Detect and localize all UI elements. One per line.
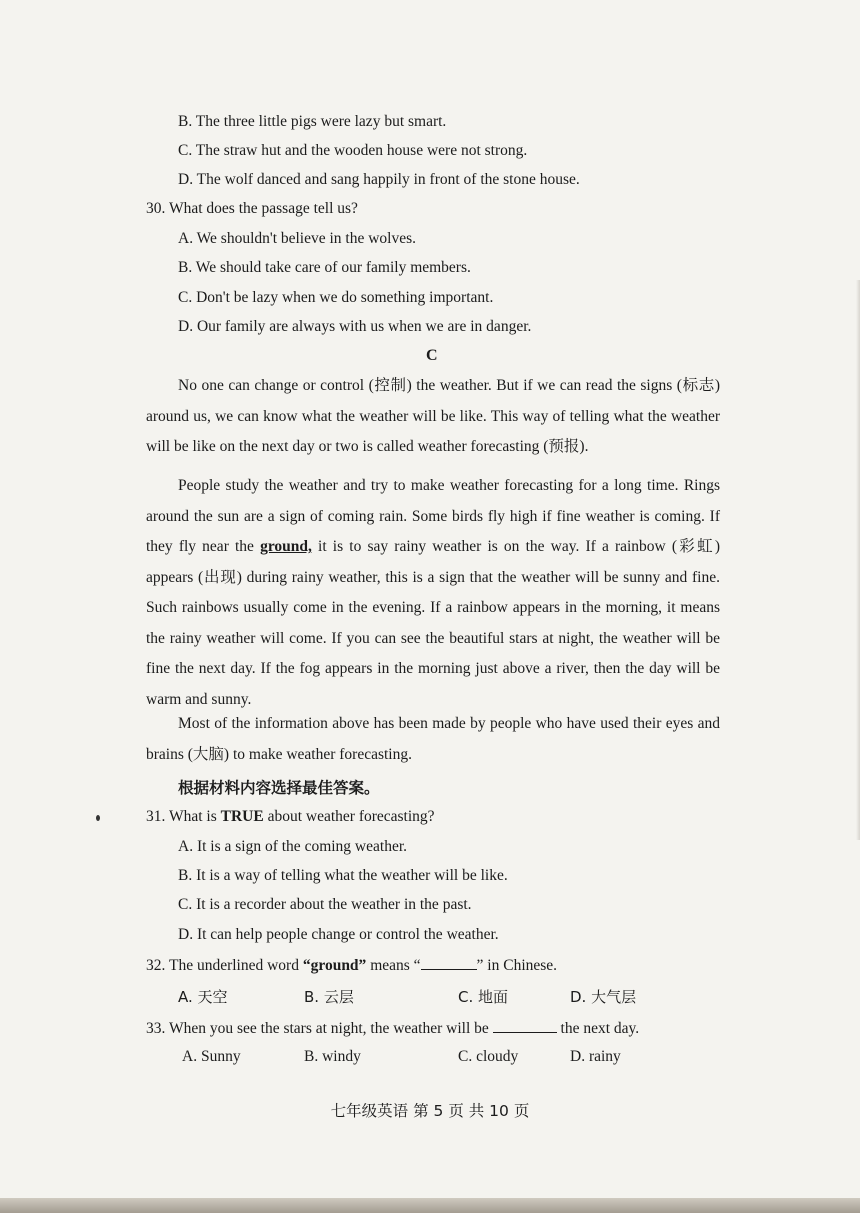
q32-answer-blank[interactable] bbox=[421, 955, 477, 970]
para2-text-before: People study the weather and try to make weather forecasting for a long time. Rings around the sun are a sign of coming rain. Some birds fly high if fine weather is coming. If they fly near the bbox=[146, 477, 720, 555]
scan-speck bbox=[96, 815, 100, 821]
para2-text-after: it is to say rainy weather is on the way. If a rainbow (彩虹) appears (出现) during rainy weather, this is a sign that the weather will be sunny and fine. Such rainbows usually come in the evening. If a rainbow appears in the morning, it means the rainy weather will come. If you can see the beautiful stars at night, the weather will be fine the next day. If the fog appears in the morning just above a river, then the day will be warm and sunny. bbox=[146, 538, 721, 708]
passage-paragraph-3 bbox=[146, 709, 720, 770]
q33-option-c: C. cloudy bbox=[458, 1048, 519, 1065]
q33-option-b: B. windy bbox=[304, 1048, 361, 1065]
q32-option-b: B. 云层 bbox=[304, 988, 354, 1006]
q29-option-b: B. The three little pigs were lazy but smart. bbox=[178, 113, 447, 130]
q32-stem-mid: means “ bbox=[366, 957, 421, 974]
q33-option-d: D. rainy bbox=[570, 1048, 621, 1065]
page-footer: 七年级英语 第 5 页 共 10 页 bbox=[330, 1102, 530, 1120]
q29-option-c: C. The straw hut and the wooden house were not strong. bbox=[178, 142, 528, 159]
para3-text: Most of the information above has been made by people who have used their eyes and brains (大脑) to make weather forecasting. bbox=[146, 715, 720, 763]
q32-stem-after: ” in Chinese. bbox=[476, 957, 558, 974]
q30-option-a: A. We shouldn't believe in the wolves. bbox=[178, 230, 417, 247]
q31-stem bbox=[146, 807, 435, 827]
q31-option-d: D. It can help people change or control the weather. bbox=[178, 926, 499, 943]
passage-paragraph-2 bbox=[146, 471, 720, 715]
q30-option-b: B. We should take care of our family members. bbox=[178, 259, 471, 276]
q33-stem bbox=[146, 1018, 639, 1039]
q33-answer-blank[interactable] bbox=[493, 1018, 557, 1033]
instruction-chinese: 根据材料内容选择最佳答案。 bbox=[178, 779, 380, 797]
passage-paragraph-1 bbox=[146, 371, 720, 463]
q32-stem bbox=[146, 955, 557, 976]
q33-option-a: A. Sunny bbox=[182, 1048, 241, 1065]
underlined-word-ground: ground, bbox=[260, 538, 312, 555]
q29-option-d: D. The wolf danced and sang happily in front of the stone house. bbox=[178, 171, 580, 188]
q32-stem-word: “ground” bbox=[302, 957, 367, 974]
q31-option-a: A. It is a sign of the coming weather. bbox=[178, 838, 408, 855]
scan-bottom-edge bbox=[0, 1198, 860, 1213]
q32-option-c: C. 地面 bbox=[458, 988, 509, 1006]
q31-option-b: B. It is a way of telling what the weather will be like. bbox=[178, 867, 508, 884]
q31-stem-after: about weather forecasting? bbox=[263, 808, 435, 825]
q31-stem-bold: TRUE bbox=[220, 808, 264, 825]
para1-text: No one can change or control (控制) the weather. But if we can read the signs (标志) around us, we can know what the weather will be like. This way of telling what the weather will be like on the next day or two is called weather forecasting (预报). bbox=[146, 377, 720, 455]
section-c-heading: C bbox=[426, 347, 438, 364]
scan-right-edge bbox=[856, 280, 860, 840]
q31-option-c: C. It is a recorder about the weather in the past. bbox=[178, 896, 472, 913]
q31-stem-before: 31. What is bbox=[146, 808, 221, 825]
q32-option-d: D. 大气层 bbox=[570, 988, 637, 1006]
q30-stem: 30. What does the passage tell us? bbox=[146, 200, 358, 217]
q32-option-a: A. 天空 bbox=[178, 988, 228, 1006]
q33-stem-after: the next day. bbox=[556, 1020, 640, 1037]
q32-stem-before: 32. The underlined word bbox=[146, 957, 303, 974]
q30-option-c: C. Don't be lazy when we do something important. bbox=[178, 289, 494, 306]
q30-option-d: D. Our family are always with us when we are in danger. bbox=[178, 318, 532, 335]
q33-stem-before: 33. When you see the stars at night, the weather will be bbox=[146, 1020, 493, 1037]
